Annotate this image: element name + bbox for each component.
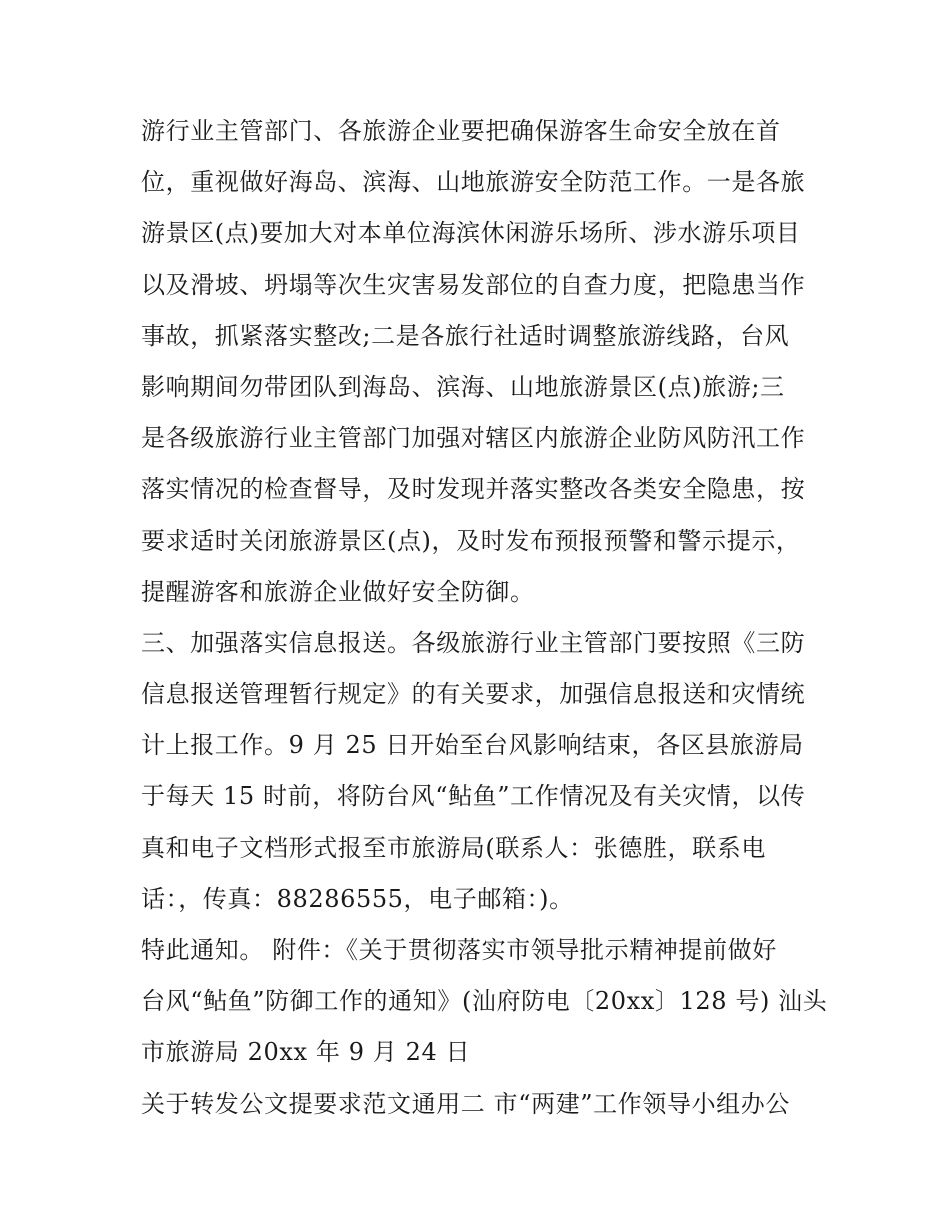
text-line: 游行业主管部门、各旅游企业要把确保游客生命安全放在首 xyxy=(141,117,781,145)
text-line: 要求适时关闭旅游景区(点)，及时发布预报预警和警示提示， xyxy=(141,526,801,555)
text-line: 真和电子文档形式报至市旅游局(联系人：张德胜，联系电 xyxy=(141,833,766,862)
text-line: 话：，传真：88286555，电子邮箱：)。 xyxy=(141,884,574,913)
text-line: 落实情况的检查督导，及时发现并落实整改各类安全隐患，按 xyxy=(141,475,806,504)
text-line: 提醒游客和旅游企业做好安全防御。 xyxy=(141,577,535,606)
text-line: 是各级旅游行业主管部门加强对辖区内旅游企业防风防汛工作 xyxy=(141,424,806,453)
text-line: 三、加强落实信息报送。各级旅游行业主管部门要按照《三防 xyxy=(141,628,806,657)
text-line: 以及滑坡、坍塌等次生灾害易发部位的自查力度，把隐患当作 xyxy=(141,270,806,299)
text-line: 游景区(点)要加大对本单位海滨休闲游乐场所、涉水游乐项目 xyxy=(141,219,801,248)
text-line: 市旅游局 20xx 年 9 月 24 日 xyxy=(141,1038,471,1067)
text-line: 关于转发公文提要求范文通用二 市“两建”工作领导小组办公 xyxy=(141,1089,790,1118)
text-line: 计上报工作。9 月 25 日开始至台风影响结束，各区县旅游局 xyxy=(141,731,804,760)
text-line: 信息报送管理暂行规定》的有关要求，加强信息报送和灾情统 xyxy=(141,680,806,709)
text-line: 台风“鲇鱼”防御工作的通知》(汕府防电〔20xx〕128 号) 汕头 xyxy=(141,987,828,1016)
text-line: 影响期间勿带团队到海岛、滨海、山地旅游景区(点)旅游;三 xyxy=(141,372,785,401)
text-line: 于每天 15 时前，将防台风“鲇鱼”工作情况及有关灾情，以传 xyxy=(141,782,806,811)
text-line: 特此通知。 附件：《关于贯彻落实市领导批示精神提前做好 xyxy=(141,936,777,964)
text-line: 位，重视做好海岛、滨海、山地旅游安全防范工作。一是各旅 xyxy=(141,168,806,197)
text-line: 事故，抓紧落实整改;二是各旅行社适时调整旅游线路，台风 xyxy=(141,321,790,350)
document-body xyxy=(141,106,828,1130)
